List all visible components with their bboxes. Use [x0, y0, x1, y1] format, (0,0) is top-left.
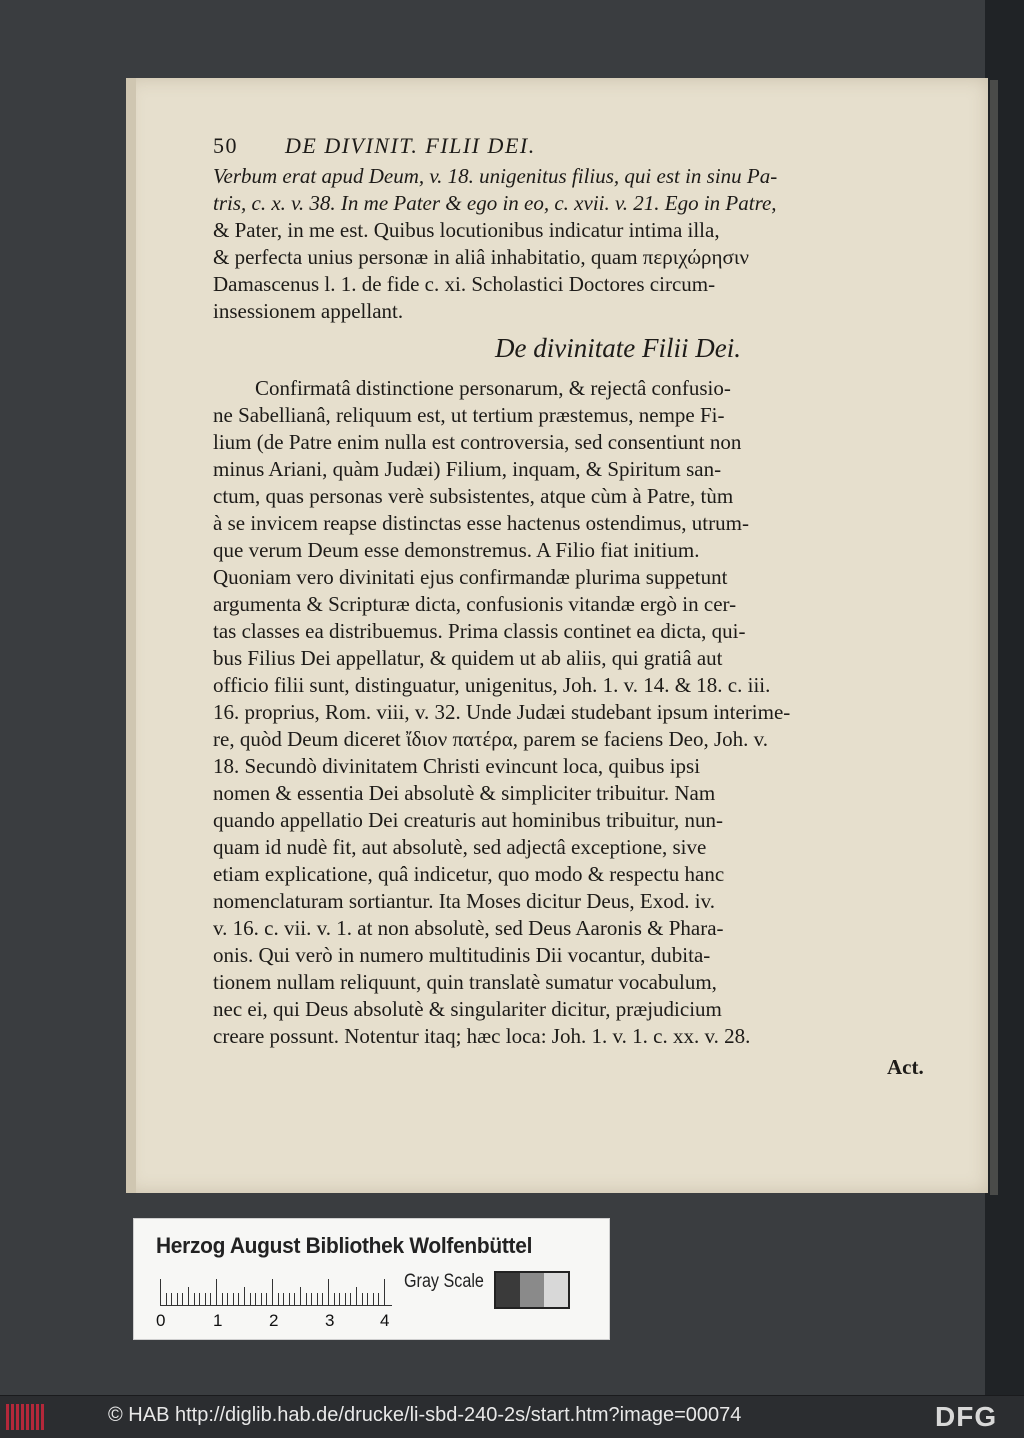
ruler-tick [205, 1293, 206, 1305]
ruler-tick [328, 1279, 329, 1305]
text-line: re, quòd Deum diceret ἴδιον πατέρα, parem se faciens Deo, Joh. v. [213, 727, 769, 751]
gray-scale-label: Gray Scale [404, 1271, 484, 1292]
text-line: nomenclaturam sortiantur. Ita Moses dicitur Deus, Exod. iv. [213, 889, 715, 913]
text-line: onis. Qui verò in numero multitudinis Dii vocantur, dubita- [213, 943, 711, 967]
ruler-tick [378, 1293, 379, 1305]
ruler-tick [283, 1293, 284, 1305]
text-line: à se invicem reapse distinctas esse hactenus ostendimus, utrum- [213, 511, 749, 535]
text-line: nec ei, qui Deus absolutè & singulariter dicitur, præjudicium [213, 997, 722, 1021]
text-line: 18. Secundò divinitatem Christi evincunt loca, quibus ipsi [213, 754, 701, 778]
text-line: Verbum erat apud Deum, v. 18. unigenitus filius, qui est in sinu Pa- [213, 164, 778, 188]
ruler-tick [222, 1293, 223, 1305]
text-line: minus Ariani, quàm Judæi) Filium, inquam, & Spiritum san- [213, 457, 722, 481]
ruler-tick [166, 1293, 167, 1305]
ruler-tick [300, 1287, 301, 1305]
ruler-tick [160, 1279, 161, 1305]
ruler-tick [210, 1293, 211, 1305]
running-header [213, 133, 536, 159]
text-line: 16. proprius, Rom. viii, v. 32. Unde Judæi studebant ipsum interime- [213, 700, 791, 724]
ruler-tick [250, 1293, 251, 1305]
ruler-tick [345, 1293, 346, 1305]
text-line: Quoniam vero divinitati ejus confirmandæ plurima suppetunt [213, 565, 728, 589]
ruler-tick [233, 1293, 234, 1305]
ruler-tick [306, 1293, 307, 1305]
ruler-tick [266, 1293, 267, 1305]
viewer-footer [0, 1395, 1024, 1438]
ruler-tick [227, 1293, 228, 1305]
ruler-tick [373, 1293, 374, 1305]
ruler-tick [311, 1293, 312, 1305]
gray-swatch-mid [520, 1273, 544, 1307]
institution-name: Herzog August Bibliothek Wolfenbüttel [156, 1233, 533, 1258]
gray-swatches [494, 1271, 570, 1309]
ruler-tick [350, 1293, 351, 1305]
color-calibration-card [133, 1218, 610, 1340]
ruler-tick [294, 1293, 295, 1305]
ruler-tick [278, 1293, 279, 1305]
text-line: tris, c. x. v. 38. In me Pater & ego in eo, c. xvii. v. 21. Ego in Patre, [213, 191, 777, 215]
dfg-logo: DFG [935, 1401, 998, 1432]
text-line: Damascenus l. 1. de fide c. xi. Scholastici Doctores circum- [213, 272, 716, 296]
gray-swatch-dark [496, 1273, 520, 1307]
ruler-tick [339, 1293, 340, 1305]
ruler-tick [272, 1279, 273, 1305]
text-line: bus Filius Dei appellatur, & quidem ut ab aliis, qui gratiâ aut [213, 646, 723, 670]
text-line: & Pater, in me est. Quibus locutionibus indicatur intima illa, [213, 218, 720, 242]
section-heading: De divinitate Filii Dei. [495, 333, 741, 363]
scale-number: 1 [213, 1311, 223, 1330]
text-line: insessionem appellant. [213, 299, 404, 323]
text-line: nomen & essentia Dei absolutè & simpliciter tribuitur. Nam [213, 781, 716, 805]
ruler-baseline [160, 1305, 392, 1306]
gray-swatch-light [544, 1273, 568, 1307]
ruler-tick [362, 1293, 363, 1305]
text-line: officio filii sunt, distinguatur, unigenitus, Joh. 1. v. 14. & 18. c. iii. [213, 673, 771, 697]
ruler-tick [199, 1293, 200, 1305]
text-line: que verum Deum esse demonstremus. A Filio fiat initium. [213, 538, 700, 562]
ruler-tick [261, 1293, 262, 1305]
text-line: creare possunt. Notentur itaq; hæc loca: Joh. 1. v. 1. c. xx. v. 28. [213, 1024, 751, 1048]
scale-number: 4 [380, 1311, 390, 1330]
hab-logo-icon [6, 1404, 50, 1430]
ruler-tick [171, 1293, 172, 1305]
ruler-tick [289, 1293, 290, 1305]
ruler-tick [216, 1279, 217, 1305]
text-line: & perfecta unius personæ in aliâ inhabitatio, quam περιχώρησιν [213, 245, 749, 269]
catchword: Act. [887, 1055, 924, 1079]
ruler-tick [244, 1287, 245, 1305]
ruler-tick [384, 1279, 385, 1305]
copyright-link[interactable]: © HAB http://diglib.hab.de/drucke/li-sbd-240-2s/start.htm?image=00074 [108, 1404, 742, 1426]
ruler-tick [317, 1293, 318, 1305]
scale-number: 2 [269, 1311, 279, 1330]
text-line: ne Sabellianâ, reliquum est, ut tertium præstemus, nempe Fi- [213, 403, 725, 427]
scale-ruler [160, 1273, 392, 1309]
scale-number: 0 [156, 1311, 166, 1330]
ruler-tick [182, 1293, 183, 1305]
ruler-tick [367, 1293, 368, 1305]
ruler-tick [356, 1287, 357, 1305]
adjacent-page-edge [990, 80, 998, 1195]
page-gutter-edge [126, 78, 136, 1193]
ruler-tick [177, 1293, 178, 1305]
text-line: tionem nullam reliquunt, quin translatè sumatur vocabulum, [213, 970, 717, 994]
ruler-tick [334, 1293, 335, 1305]
text-line: quam id nudè fit, aut absolutè, sed adjectâ exceptione, sive [213, 835, 707, 859]
scale-number: 3 [325, 1311, 335, 1330]
text-line: etiam explicatione, quâ indicetur, quo modo & respectu hanc [213, 862, 725, 886]
page-number: 50 [213, 133, 238, 158]
ruler-tick [194, 1293, 195, 1305]
text-line: tas classes ea distribuemus. Prima classis continet ea dicta, qui- [213, 619, 746, 643]
ruler-tick [188, 1287, 189, 1305]
text-line: lium (de Patre enim nulla est controversia, sed consentiunt non [213, 430, 742, 454]
text-line: quando appellatio Dei creaturis aut hominibus tribuitur, nun- [213, 808, 724, 832]
text-line: argumenta & Scripturæ dicta, confusionis vitandæ ergò in cer- [213, 592, 737, 616]
text-line: Confirmatâ distinctione personarum, & rejectâ confusio- [255, 376, 731, 400]
running-title: DE DIVINIT. FILII DEI. [285, 133, 536, 158]
ruler-tick [322, 1293, 323, 1305]
text-line: ctum, quas personas verè subsistentes, atque cùm à Patre, tùm [213, 484, 734, 508]
ruler-tick [238, 1293, 239, 1305]
text-line: v. 16. c. vii. v. 1. at non absolutè, sed Deus Aaronis & Phara- [213, 916, 724, 940]
ruler-tick [255, 1293, 256, 1305]
